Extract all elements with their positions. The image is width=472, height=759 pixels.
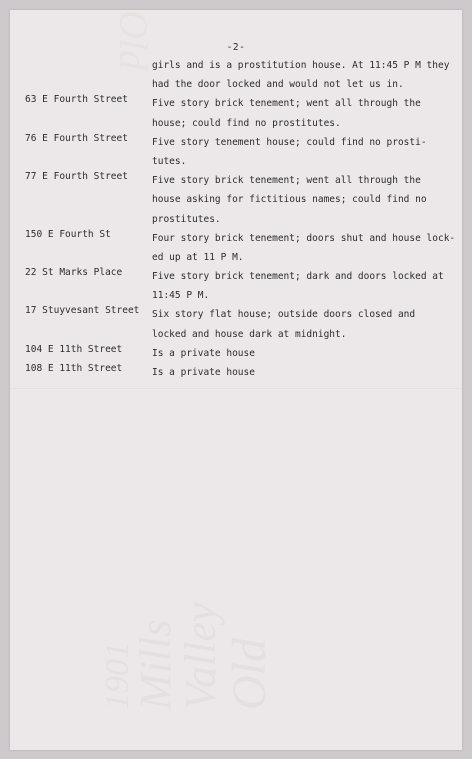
description-line: locked and house dark at midnight. (152, 328, 347, 340)
watermark-top-1: Old (111, 10, 156, 70)
description-line: Five story brick tenement; dark and doors locked at (152, 271, 444, 283)
description-line: house asking for fictitious names; could find no (152, 194, 427, 206)
description-line: Is a private house (152, 367, 255, 378)
entry-address: 104 E 11th Street (25, 343, 123, 355)
entry (25, 267, 455, 305)
entry (25, 363, 455, 382)
watermark-line-2: Valley (176, 602, 225, 710)
entry-description (152, 56, 455, 94)
entry (25, 133, 455, 171)
description-line: Five story tenement house; could find no prosti- (152, 136, 427, 148)
entry-address: 22 St Marks Place (25, 267, 123, 279)
description-line: ed up at 11 P M. (152, 251, 244, 263)
entry (25, 344, 455, 363)
entry-address: 63 E Fourth Street (25, 94, 128, 106)
entry (25, 305, 455, 343)
description-line: Five story brick tenement; went all through the (152, 98, 421, 110)
watermark-line-1: Old (223, 638, 276, 710)
entry-address: 77 E Fourth Street (25, 171, 128, 183)
description-line: 11:45 P M. (152, 290, 210, 302)
description-line: house; could find no prostitutes. (152, 117, 341, 129)
watermark-line-3: Mills (131, 619, 180, 710)
description-line: Six story flat house; outside doors closed and (152, 309, 416, 321)
watermark-line-4: 1901 (99, 642, 136, 710)
entry-description (152, 94, 455, 132)
entry-description (152, 344, 455, 363)
description-line: Five story brick tenement; went all through the (152, 175, 421, 187)
description-line: tutes. (152, 155, 187, 167)
entry-list (25, 56, 455, 382)
entry-description (152, 171, 455, 229)
entry-address: 76 E Fourth Street (25, 132, 128, 144)
entry-description (152, 133, 455, 171)
entry-address: 150 E Fourth St (25, 228, 111, 240)
document-page (10, 10, 462, 750)
description-line: Four story brick tenement; doors shut and house lock- (152, 232, 456, 244)
description-line: Is a private house (152, 347, 255, 359)
page-number: -2- (226, 42, 246, 53)
entry-description (152, 305, 455, 343)
entry (25, 229, 455, 267)
entry (25, 56, 455, 94)
entry-address: 17 Stuyvesant Street (25, 305, 140, 317)
entry (25, 171, 455, 229)
entry-description (152, 229, 455, 267)
page-fold (10, 388, 462, 390)
description-line: had the door locked and would not let us in. (152, 79, 404, 91)
description-line: prostitutes. (152, 213, 221, 225)
entry (25, 94, 455, 132)
entry-description (152, 363, 455, 382)
entry-address: 108 E 11th Street (25, 363, 123, 374)
entry-description (152, 267, 455, 305)
description-line: girls and is a prostitution house. At 11:45 P M they (152, 60, 450, 71)
